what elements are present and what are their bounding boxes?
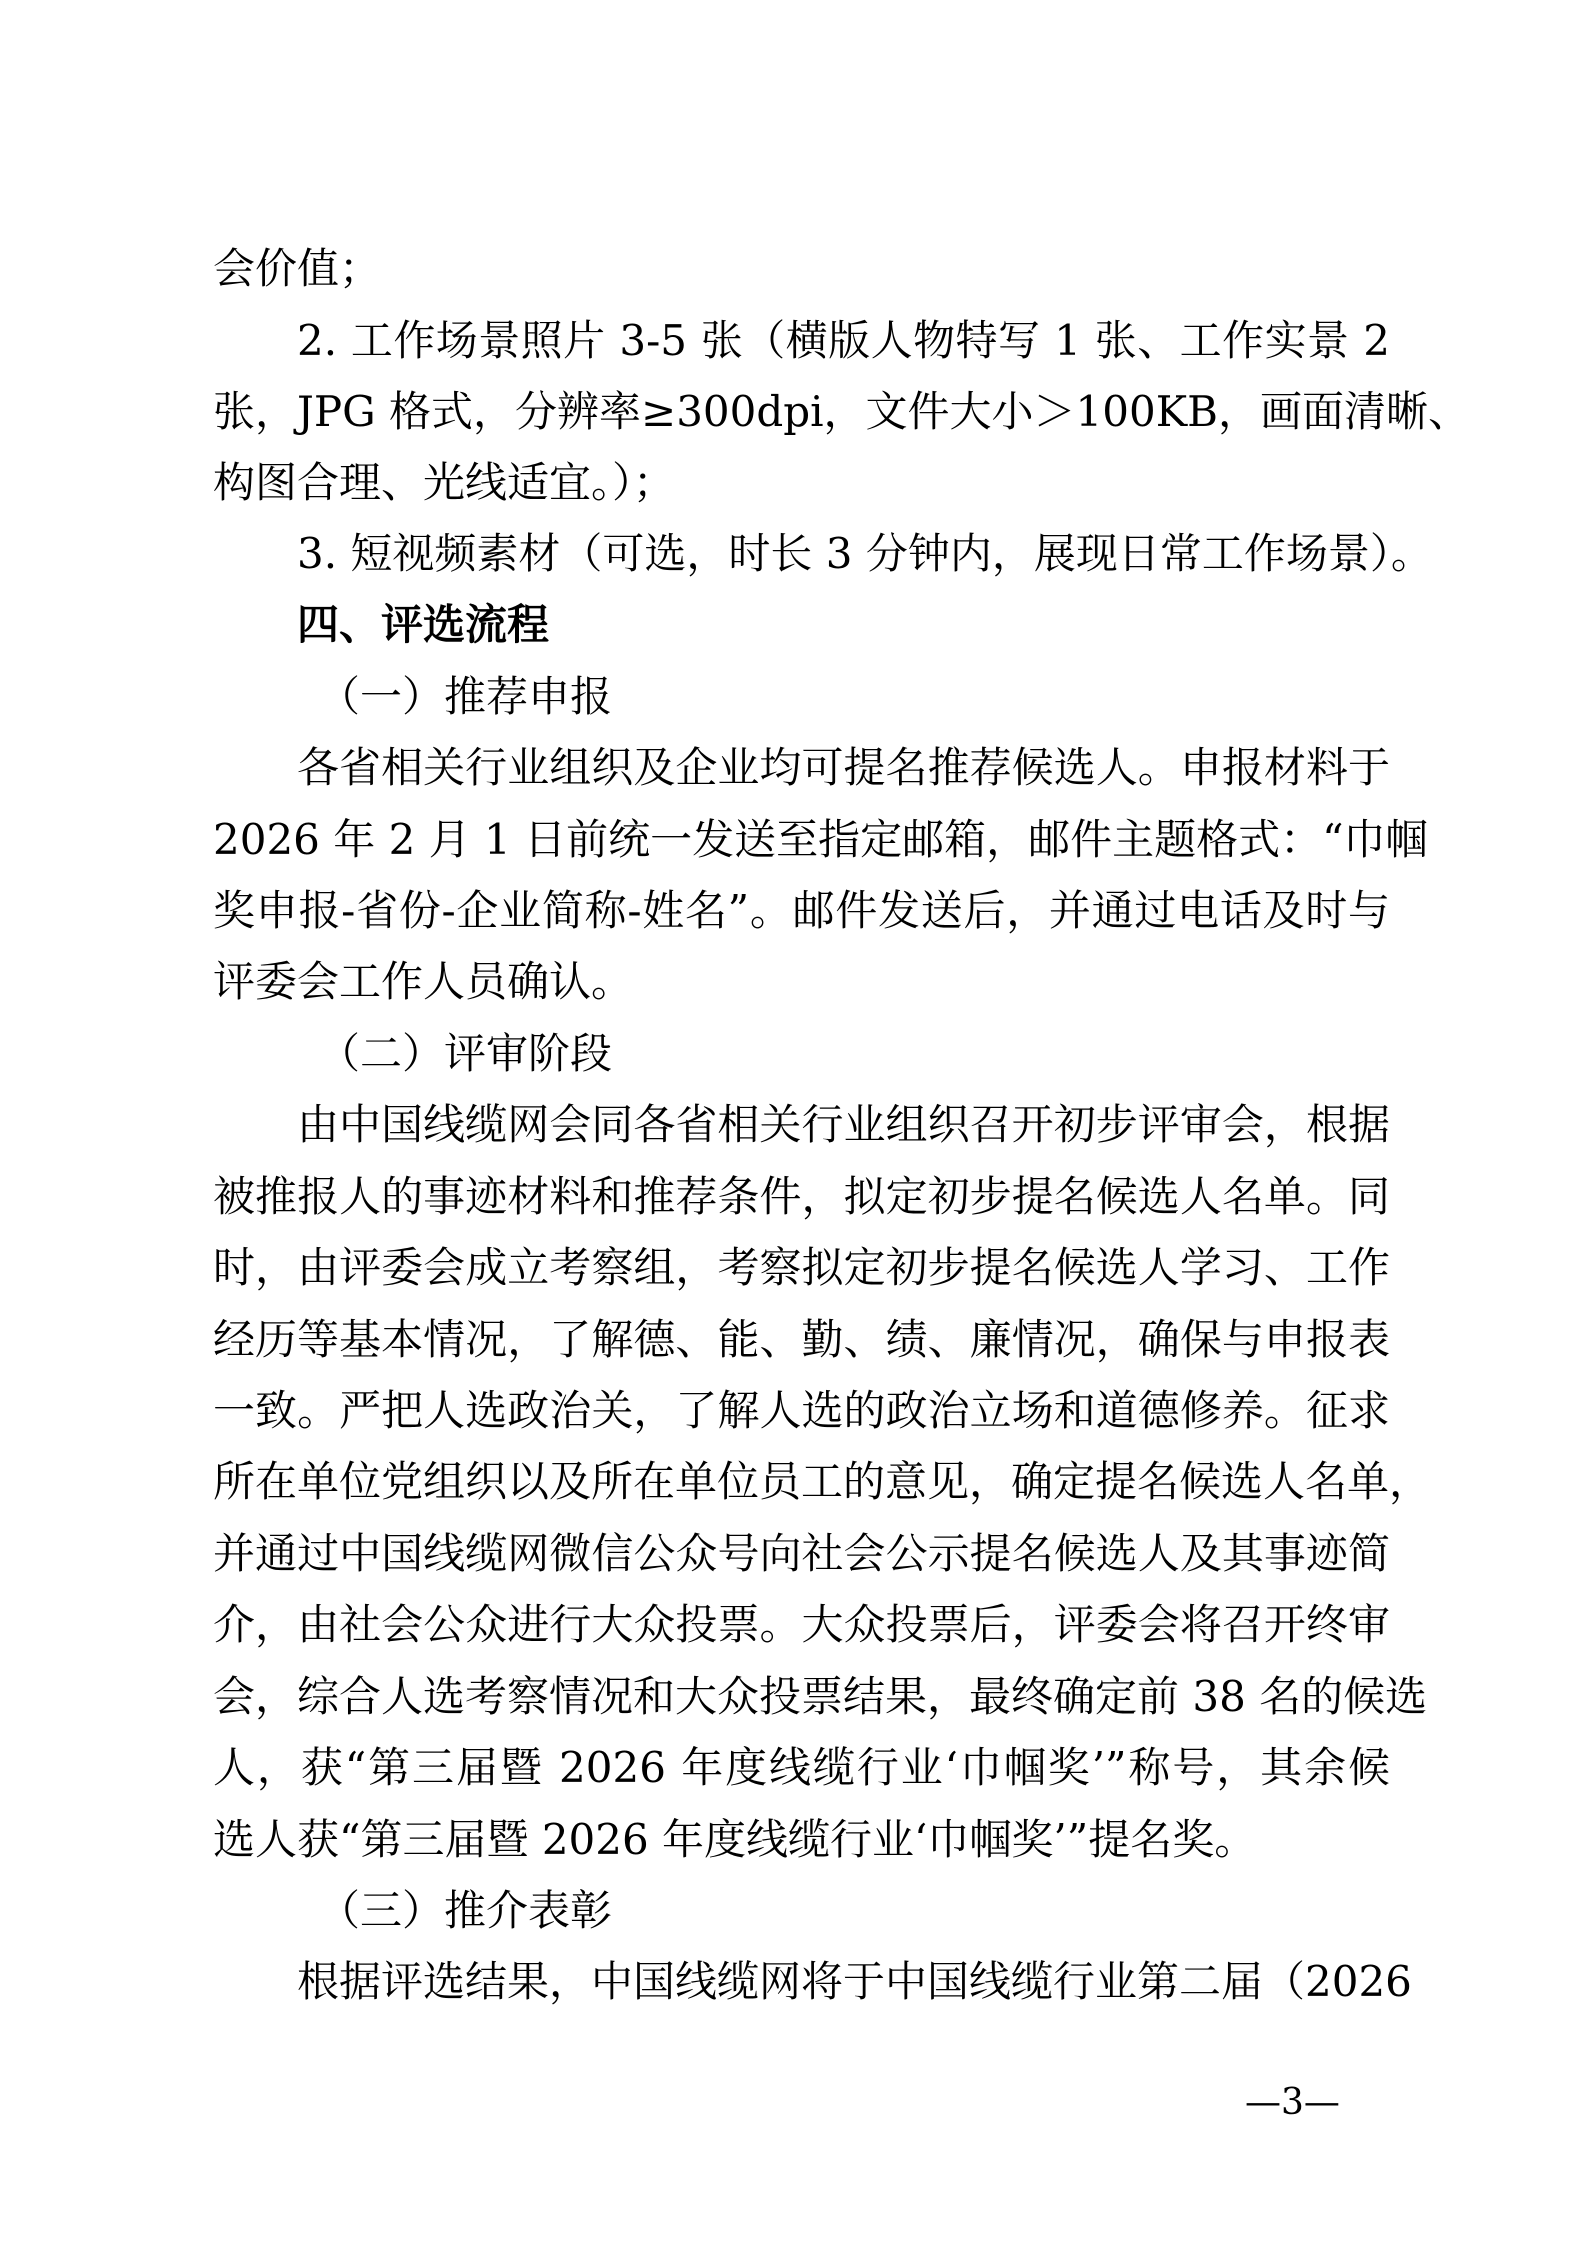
paragraph-line: 评委会工作人员确认。: [213, 957, 634, 1006]
paragraph-line: 经历等基本情况，了解德、能、勤、绩、廉情况，确保与申报表: [213, 1315, 1390, 1364]
paragraph-line: 时，由评委会成立考察组，考察拟定初步提名候选人学习、工作: [213, 1243, 1390, 1292]
subsection-heading: （二）评审阶段: [318, 1029, 613, 1078]
list-item-video: 3. 短视频素材（可选，时长 3 分钟内，展现日常工作场景）。: [297, 529, 1433, 578]
text-line: 构图合理、光线适宜。）；: [213, 458, 676, 507]
section-heading: 四、评选流程: [297, 600, 550, 649]
paragraph-line: 根据评选结果，中国线缆网将于中国线缆行业第二届（2026: [297, 1957, 1412, 2006]
paragraph-line: 一致。严把人选政治关，了解人选的政治立场和道德修养。征求: [213, 1386, 1390, 1435]
paragraph-line: 介，由社会公众进行大众投票。大众投票后，评委会将召开终审: [213, 1600, 1390, 1649]
paragraph-line: 会，综合人选考察情况和大众投票结果，最终确定前 38 名的候选: [213, 1672, 1428, 1721]
paragraph-line: 奖申报-省份-企业简称-姓名”。邮件发送后，并通过电话及时与: [213, 886, 1390, 935]
paragraph-line: 由中国线缆网会同各省相关行业组织召开初步评审会，根据: [297, 1100, 1390, 1149]
paragraph-line: 2026 年 2 月 1 日前统一发送至指定邮箱，邮件主题格式：“巾帼: [213, 815, 1428, 864]
page-number: —3—: [1245, 2082, 1340, 2123]
paragraph-line: 被推报人的事迹材料和推荐条件，拟定初步提名候选人名单。同: [213, 1172, 1390, 1221]
list-item-photos: 2. 工作场景照片 3-5 张（横版人物特写 1 张、工作实景 2: [297, 316, 1390, 365]
paragraph-line: 选人获“第三届暨 2026 年度线缆行业‘巾帼奖’”提名奖。: [213, 1815, 1257, 1864]
text-line: 张，JPG 格式，分辨率≥300dpi，文件大小＞100KB，画面清晰、: [213, 387, 1470, 436]
paragraph-line: 各省相关行业组织及企业均可提名推荐候选人。申报材料于: [297, 743, 1390, 792]
paragraph-line: 人，获“第三届暨 2026 年度线缆行业‘巾帼奖’”称号，其余候: [213, 1743, 1390, 1792]
subsection-heading: （一）推荐申报: [318, 672, 613, 721]
subsection-heading: （三）推介表彰: [318, 1886, 613, 1935]
paragraph-line: 所在单位党组织以及所在单位员工的意见，确定提名候选人名单，: [213, 1457, 1432, 1506]
paragraph-line: 并通过中国线缆网微信公众号向社会公示提名候选人及其事迹简: [213, 1529, 1390, 1578]
text-line-continuation: 会价值；: [213, 244, 382, 293]
